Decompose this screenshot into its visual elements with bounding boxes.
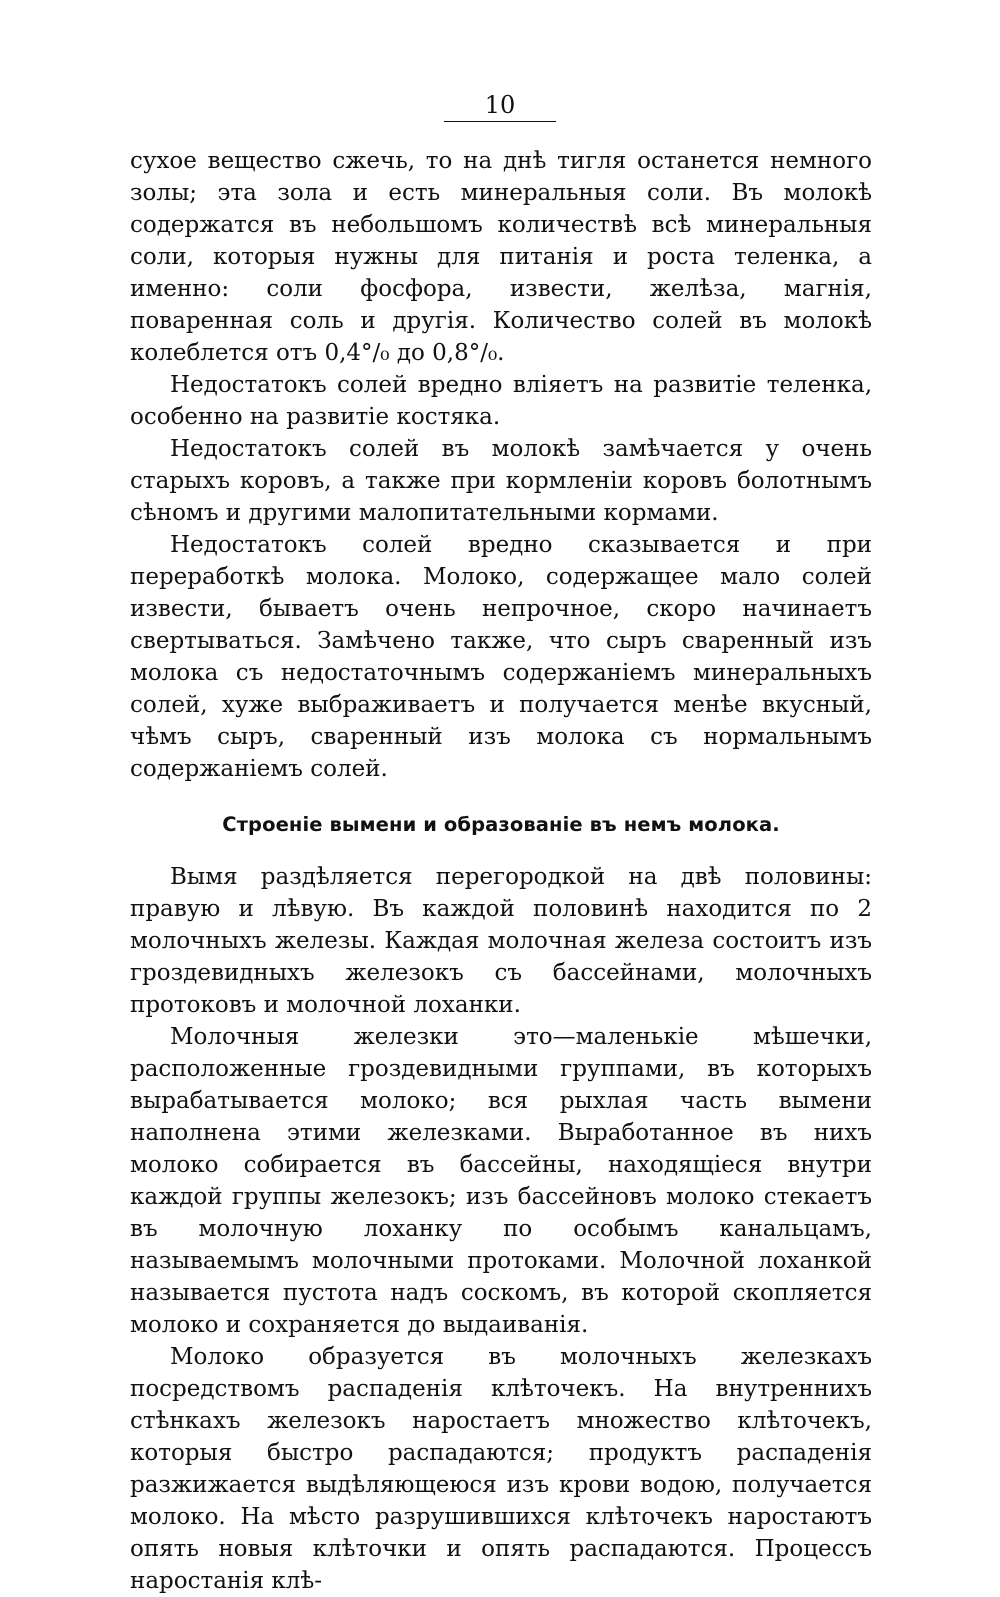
page-number-rule bbox=[444, 121, 556, 122]
paragraph: Молочныя железки это—маленькіе мѣшечки, расположенные гроздевидными группами, въ которыхъ вырабатывается молоко; вся рыхлая часть вымени наполнена этими железками. Выработанное въ нихъ молоко собирается въ бассейны, находящіеся внутри каждой группы железокъ; изъ бассейновъ молоко стекаетъ въ молочную лоханку по особымъ канальцамъ, называемымъ молочными протоками. Молочной лоханкой называется пустота надъ соскомъ, въ которой скопляется молоко и сохраняется до выдаиванія. bbox=[130, 1024, 872, 1338]
paragraph: Молоко образуется въ молочныхъ железкахъ посредствомъ распаденія клѣточекъ. На внутреннихъ стѣнкахъ железокъ наростаетъ множество клѣточекъ, которыя быстро распадаются; продуктъ распаденія разжижается выдѣляющеюся изъ крови водою, получается молоко. На мѣсто разрушившихся клѣточекъ наростаютъ опять новыя клѣточки и опять распадаются. Процессъ наростанія клѣ- bbox=[130, 1344, 872, 1594]
paragraph-continuation: сухое вещество сжечь, то на днѣ тигля останется немного золы; эта зола и есть минеральныя соли. Въ молокѣ содержатся въ небольшомъ количествѣ всѣ минеральныя соли, которыя нужны для питанія и роста теленка, а именно: соли фосфора, извести, желѣза, магнія, поваренная соль и другія. Количество солей въ молокѣ колеблется отъ 0,4°/₀ до 0,8°/₀. bbox=[130, 148, 872, 366]
page-body bbox=[130, 145, 872, 1597]
paragraph: Недостатокъ солей вредно сказывается и при переработкѣ молока. Молоко, содержащее мало солей извести, бываетъ очень непрочное, скоро начинаетъ свертываться. Замѣчено также, что сыръ сваренный изъ молока съ недостаточнымъ содержаніемъ минеральныхъ солей, хуже выбраживаетъ и получается менѣе вкусный, чѣмъ сыръ, сваренный изъ молока съ нормальнымъ содержаніемъ солей. bbox=[130, 532, 872, 782]
paragraph: Недостатокъ солей вредно вліяетъ на развитіе теленка, особенно на развитіе костяка. bbox=[130, 372, 872, 430]
section-heading: Строеніе вымени и образованіе въ немъ молока. bbox=[222, 813, 780, 836]
paragraph: Недостатокъ солей въ молокѣ замѣчается у очень старыхъ коровъ, а также при кормленіи коровъ болотнымъ сѣномъ и другими малопитательными кормами. bbox=[130, 436, 872, 526]
page-number: 10 bbox=[484, 91, 516, 119]
paragraph: Вымя раздѣляется перегородкой на двѣ половины: правую и лѣвую. Въ каждой половинѣ находится по 2 молочныхъ железы. Каждая молочная железа состоитъ изъ гроздевидныхъ железокъ съ бассейнами, молочныхъ протоковъ и молочной лоханки. bbox=[130, 864, 872, 1018]
